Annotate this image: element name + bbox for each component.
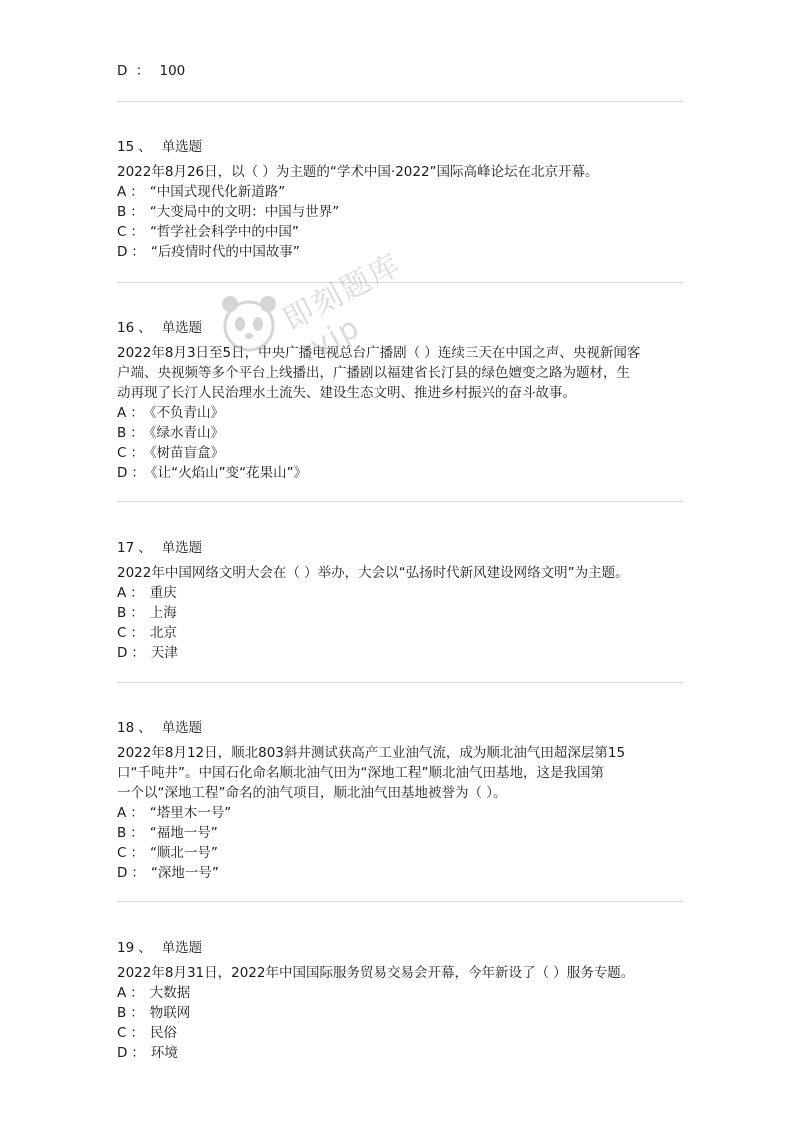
option-separator: ： (130, 1005, 144, 1021)
option-text: 北京 (149, 625, 177, 641)
option-separator: ： (131, 244, 145, 260)
option-text: “塔里木一号” (149, 805, 232, 821)
answer-option (117, 222, 684, 242)
option-letter: A (117, 184, 127, 200)
option-text: 100 (159, 63, 186, 79)
answer-option (117, 863, 684, 883)
answer-option (117, 1043, 684, 1063)
question-stem-line: 2022年8月26日，以（ ）为主题的“学术中国·2022”国际高峰论坛在北京开幕。 (117, 164, 599, 180)
question-number-separator: 、 (138, 320, 152, 336)
answer-option (117, 843, 684, 863)
option-separator: ： (130, 1025, 144, 1041)
divider (117, 901, 684, 902)
option-text: 天津 (150, 645, 178, 661)
option-letter: D (117, 63, 128, 79)
option-separator: ： (130, 445, 144, 461)
option-text: “顺北一号” (149, 845, 218, 861)
question-number: 15 (117, 139, 135, 155)
option-separator: ： (130, 405, 144, 421)
option-letter: A (117, 985, 127, 1001)
answer-option (117, 1003, 684, 1023)
option-separator: ： (130, 985, 144, 1001)
question-number: 17 (117, 540, 135, 556)
answer-option (117, 463, 684, 483)
option-text: “深地一号” (150, 865, 219, 881)
option-text: “哲学社会科学中的中国” (149, 224, 299, 240)
option-separator: ： (130, 224, 144, 240)
divider (117, 282, 684, 283)
question-stem-line: 户端、央视频等多个平台上线播出，广播剧以福建省长汀县的绿色嬗变之路为题材，生 (117, 365, 630, 381)
option-separator: ： (135, 63, 150, 79)
question-block (117, 718, 684, 883)
option-letter: C (117, 224, 127, 240)
option-text: 《让“火焰山”变“花果山”》 (150, 465, 308, 481)
option-separator: ： (130, 845, 144, 861)
answer-option (117, 202, 684, 222)
divider (117, 682, 684, 683)
question-type: 单选题 (161, 940, 203, 956)
question-header (117, 718, 684, 738)
question-stem-line: 动再现了长汀人民治理水土流失、建设生态文明、推进乡村振兴的奋斗故事。 (117, 385, 576, 401)
question-header (117, 318, 684, 338)
option-text: 重庆 (149, 585, 177, 601)
option-separator: ： (130, 825, 144, 841)
option-separator: ： (131, 645, 145, 661)
option-letter: B (117, 425, 127, 441)
option-separator: ： (130, 204, 144, 220)
option-letter: C (117, 625, 127, 641)
option-separator: ： (130, 625, 144, 641)
option-letter: B (117, 605, 127, 621)
divider (117, 501, 684, 502)
answer-option (117, 643, 684, 663)
option-letter: D (117, 645, 128, 661)
option-letter: C (117, 1025, 127, 1041)
answer-option (117, 603, 684, 623)
option-letter: A (117, 585, 127, 601)
question-block (117, 318, 684, 483)
question-stem-line: 口“千吨井”。中国石化命名顺北油气田为“深地工程”顺北油气田基地，这是我国第 (117, 765, 604, 781)
question-type: 单选题 (161, 139, 203, 155)
answer-option (117, 583, 684, 603)
question-header (117, 538, 684, 558)
answer-option (117, 983, 684, 1003)
question-type: 单选题 (161, 320, 203, 336)
divider (117, 101, 684, 102)
option-text: 大数据 (149, 985, 191, 1001)
option-letter: D (117, 465, 128, 481)
question-block (117, 938, 684, 1063)
previous-question-option-d (117, 61, 185, 81)
option-letter: C (117, 845, 127, 861)
option-letter: D (117, 865, 128, 881)
answer-option (117, 1023, 684, 1043)
question-stem-line: 2022年8月31日，2022年中国国际服务贸易交易会开幕，今年新设了（ ）服务专题。 (117, 965, 635, 981)
option-letter: B (117, 1005, 127, 1021)
option-letter: D (117, 1045, 128, 1061)
answer-option (117, 443, 684, 463)
answer-option (117, 242, 684, 262)
question-stem-line: 2022年8月12日，顺北803斜井测试获高产工业油气流，成为顺北油气田超深层第15 (117, 745, 626, 761)
option-text: 上海 (149, 605, 177, 621)
question-stem-line: 一个以“深地工程”命名的油气项目，顺北油气田基地被誉为（ ）。 (117, 785, 507, 801)
option-separator: ： (130, 605, 144, 621)
option-text: 物联网 (149, 1005, 191, 1021)
option-text: 民俗 (149, 1025, 177, 1041)
answer-option (117, 803, 684, 823)
question-block (117, 137, 684, 262)
question-header (117, 137, 684, 157)
watermark-text: 即刻题库 .vip (277, 246, 408, 370)
answer-option (117, 182, 684, 202)
option-text: “中国式现代化新道路” (149, 184, 286, 200)
question-number: 16 (117, 320, 135, 336)
answer-option (117, 823, 684, 843)
question-type: 单选题 (161, 540, 203, 556)
option-text: 《绿水青山》 (149, 425, 225, 441)
option-text: “福地一号” (149, 825, 218, 841)
option-separator: ： (130, 585, 144, 601)
option-text: “大变局中的文明：中国与世界” (149, 204, 340, 220)
question-number-separator: 、 (138, 940, 152, 956)
option-separator: ： (130, 425, 144, 441)
option-separator: ： (131, 465, 145, 481)
option-separator: ： (131, 865, 145, 881)
option-separator: ： (130, 805, 144, 821)
option-letter: C (117, 445, 127, 461)
option-text: “后疫情时代的中国故事” (150, 244, 300, 260)
question-header (117, 938, 684, 958)
option-letter: D (117, 244, 128, 260)
option-text: 环境 (150, 1045, 178, 1061)
option-text: 《树苗盲盒》 (149, 445, 225, 461)
question-type: 单选题 (161, 720, 203, 736)
question-stem-line: 2022年中国网络文明大会在（ ）举办，大会以“弘扬时代新风建设网络文明”为主题。 (117, 565, 629, 581)
option-text: 《不负青山》 (149, 405, 224, 421)
option-letter: B (117, 204, 127, 220)
question-number-separator: 、 (138, 720, 152, 736)
option-separator: ： (130, 184, 144, 200)
option-letter: A (117, 405, 127, 421)
answer-option (117, 403, 684, 423)
question-number: 19 (117, 940, 135, 956)
option-letter: B (117, 825, 127, 841)
answer-option (117, 423, 684, 443)
question-number-separator: 、 (138, 540, 152, 556)
question-block (117, 538, 684, 663)
option-letter: A (117, 805, 127, 821)
question-number: 18 (117, 720, 135, 736)
question-stem-line: 2022年8月3日至5日，中央广播电视总台广播剧（ ）连续三天在中国之声、央视新闻客 (117, 345, 641, 361)
option-separator: ： (131, 1045, 145, 1061)
question-number-separator: 、 (138, 139, 152, 155)
answer-option (117, 623, 684, 643)
